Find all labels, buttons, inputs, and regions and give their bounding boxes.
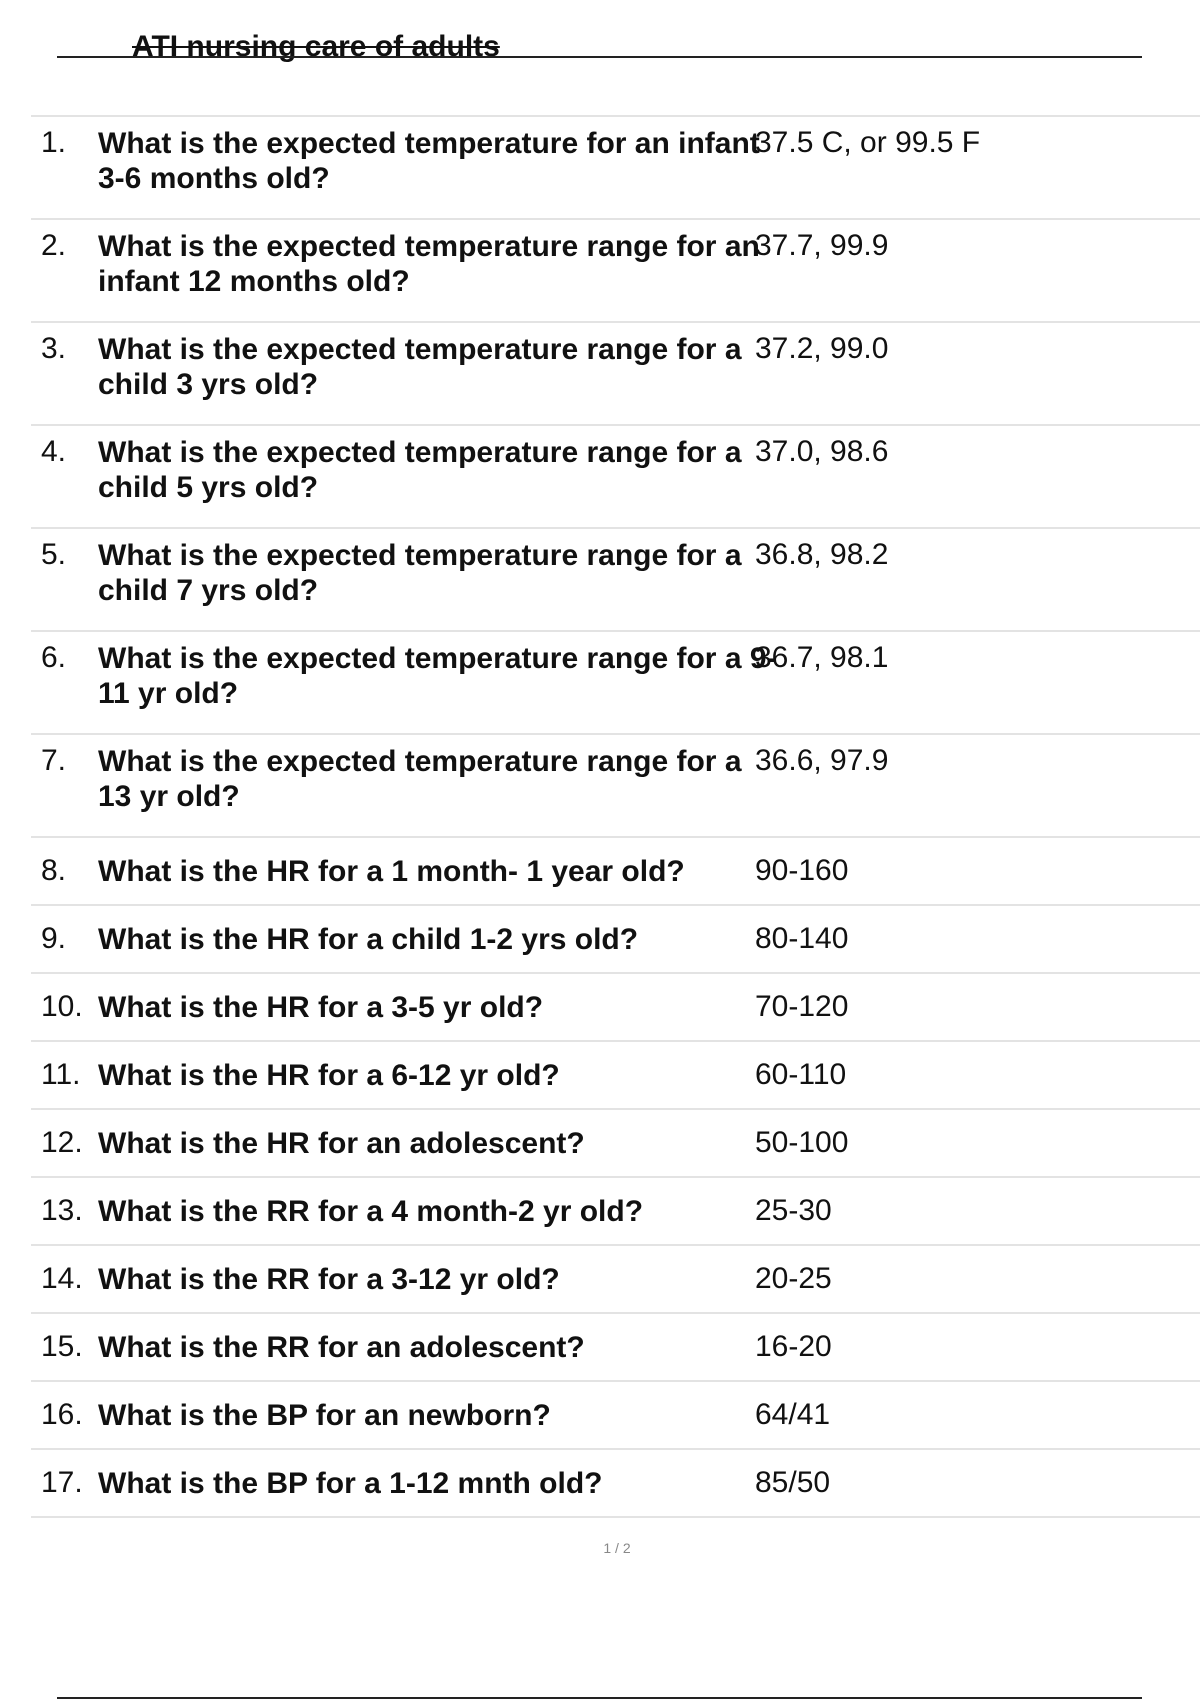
item-answer: 37.5 C, or 99.5 F [755, 126, 981, 159]
item-question: What is the expected temperature for an infant 3-6 months old? [98, 127, 760, 195]
qa-row [31, 1042, 1200, 1110]
qa-row [31, 1314, 1200, 1382]
bottom-rule [57, 1697, 1142, 1699]
item-answer: 36.6, 97.9 [755, 744, 889, 777]
item-question: What is the RR for a 4 month-2 yr old? [98, 1195, 644, 1228]
item-answer: 64/41 [755, 1398, 831, 1431]
qa-row [31, 1110, 1200, 1178]
qa-row [31, 1382, 1200, 1450]
item-number: 11. [41, 1058, 81, 1091]
item-answer: 25-30 [755, 1194, 832, 1227]
qa-row [31, 220, 1200, 323]
item-question: What is the expected temperature range for a child 7 yrs old? [98, 539, 742, 607]
item-number: 12. [41, 1126, 83, 1159]
qa-table [31, 115, 1200, 1518]
item-answer: 80-140 [755, 922, 849, 955]
page-title: ATI nursing care of adults [132, 30, 500, 63]
item-answer: 70-120 [755, 990, 849, 1023]
item-answer: 60-110 [755, 1058, 847, 1091]
item-question: What is the expected temperature range for a 13 yr old? [98, 745, 742, 813]
item-number: 10. [41, 990, 83, 1023]
item-answer: 36.7, 98.1 [755, 641, 889, 674]
item-answer: 20-25 [755, 1262, 832, 1295]
item-number: 7. [41, 744, 67, 777]
item-answer: 37.0, 98.6 [755, 435, 889, 468]
qa-row [31, 426, 1200, 529]
item-number: 6. [41, 641, 67, 674]
qa-row [31, 1246, 1200, 1314]
item-question: What is the HR for a child 1-2 yrs old? [98, 923, 639, 956]
qa-row [31, 1450, 1200, 1518]
item-number: 8. [41, 854, 67, 887]
item-answer: 36.8, 98.2 [755, 538, 889, 571]
item-answer: 90-160 [755, 854, 849, 887]
item-question: What is the BP for a 1-12 mnth old? [98, 1467, 603, 1500]
qa-row [31, 323, 1200, 426]
item-answer: 37.7, 99.9 [755, 229, 889, 262]
item-number: 15. [41, 1330, 83, 1363]
item-answer: 16-20 [755, 1330, 832, 1363]
item-question: What is the HR for an adolescent? [98, 1127, 585, 1160]
item-number: 16. [41, 1398, 83, 1431]
item-number: 9. [41, 922, 67, 955]
item-number: 4. [41, 435, 67, 468]
item-question: What is the expected temperature range for an infant 12 months old? [98, 230, 760, 298]
item-answer: 37.2, 99.0 [755, 332, 889, 365]
item-number: 2. [41, 229, 67, 262]
title-rule [57, 56, 1142, 58]
item-question: What is the expected temperature range for a 9-11 yr old? [98, 642, 777, 710]
item-question: What is the HR for a 3-5 yr old? [98, 991, 544, 1024]
qa-row [31, 735, 1200, 838]
item-answer: 85/50 [755, 1466, 831, 1499]
qa-row [31, 529, 1200, 632]
item-question: What is the HR for a 1 month- 1 year old? [98, 855, 685, 888]
qa-row [31, 632, 1200, 735]
item-number: 13. [41, 1194, 83, 1227]
qa-row [31, 906, 1200, 974]
item-number: 1. [41, 126, 67, 159]
item-question: What is the RR for a 3-12 yr old? [98, 1263, 560, 1296]
item-question: What is the RR for an adolescent? [98, 1331, 585, 1364]
item-number: 3. [41, 332, 67, 365]
item-question: What is the HR for a 6-12 yr old? [98, 1059, 560, 1092]
item-question: What is the BP for an newborn? [98, 1399, 551, 1432]
item-question: What is the expected temperature range for a child 3 yrs old? [98, 333, 742, 401]
page-indicator: 1 / 2 [603, 1540, 631, 1556]
qa-row [31, 1178, 1200, 1246]
qa-row [31, 838, 1200, 906]
qa-row [31, 974, 1200, 1042]
item-number: 5. [41, 538, 67, 571]
item-number: 17. [41, 1466, 83, 1499]
qa-row [31, 117, 1200, 220]
item-answer: 50-100 [755, 1126, 849, 1159]
item-question: What is the expected temperature range for a child 5 yrs old? [98, 436, 742, 504]
item-number: 14. [41, 1262, 83, 1295]
